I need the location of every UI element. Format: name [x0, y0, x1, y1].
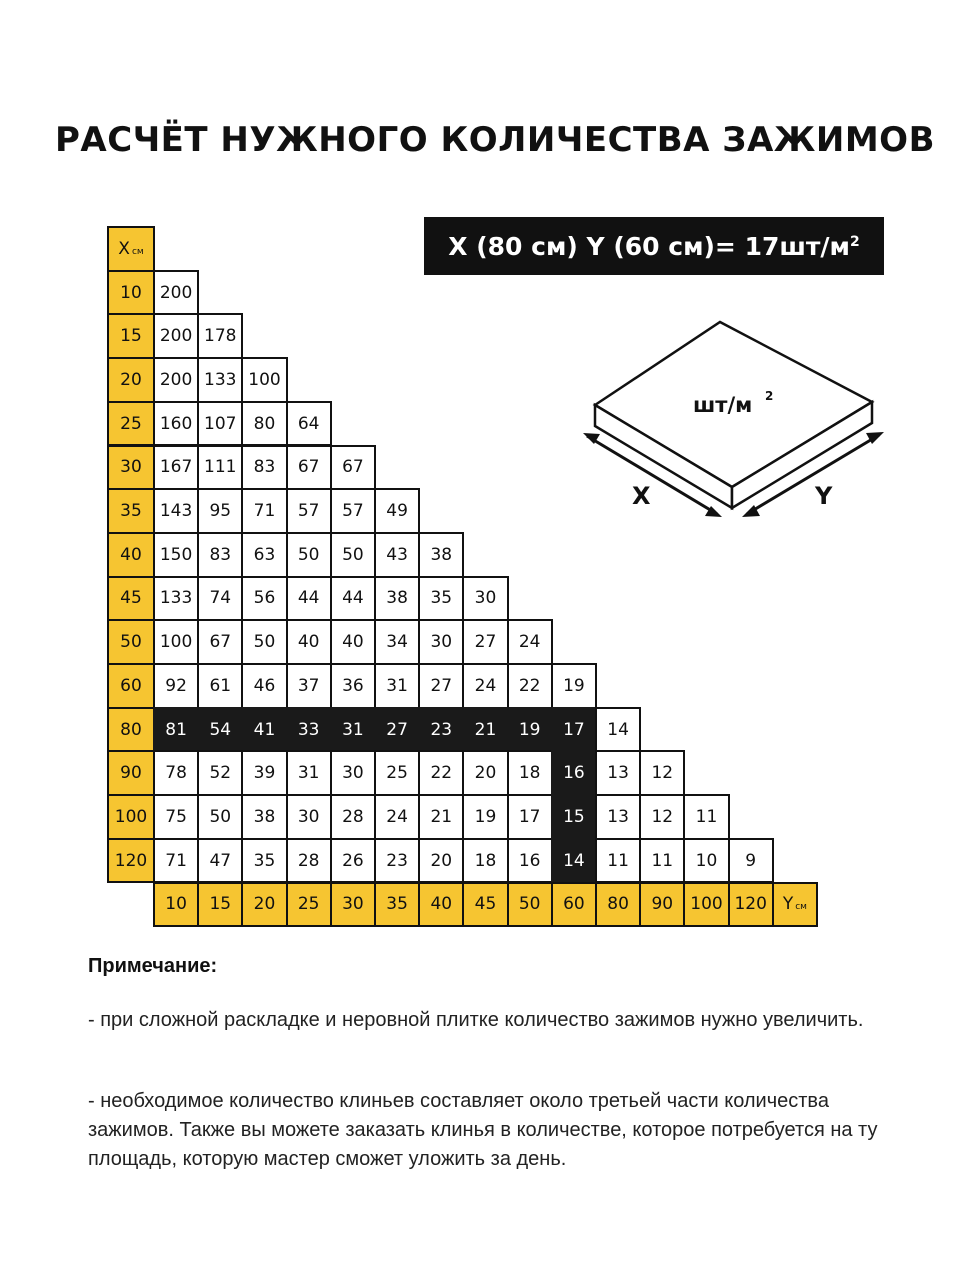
row-label: 45: [107, 576, 155, 622]
row-label: 20: [107, 357, 155, 403]
axis-x-label: X: [632, 482, 651, 510]
x-axis-header: [107, 226, 155, 272]
highlight-cell: 14: [551, 838, 597, 884]
row-label: 25: [107, 401, 155, 447]
highlight-cell: 21: [462, 707, 508, 753]
value-cell: 22: [418, 750, 464, 796]
highlight-cell: 81: [153, 707, 199, 753]
row-label: 100: [107, 794, 155, 840]
value-cell: 37: [286, 663, 332, 709]
value-cell: 100: [241, 357, 287, 403]
value-cell: 80: [241, 401, 287, 447]
column-label: 90: [639, 882, 685, 928]
axis-y-label: Y: [815, 482, 833, 510]
value-cell: 27: [418, 663, 464, 709]
highlight-cell: 41: [241, 707, 287, 753]
y-header-unit: см: [795, 902, 807, 913]
row-label: 40: [107, 532, 155, 578]
value-cell: 56: [241, 576, 287, 622]
value-cell: 61: [197, 663, 243, 709]
value-cell: 18: [462, 838, 508, 884]
row-label: 50: [107, 619, 155, 665]
value-cell: 111: [197, 445, 243, 491]
value-cell: 22: [507, 663, 553, 709]
value-cell: 12: [639, 750, 685, 796]
value-cell: 63: [241, 532, 287, 578]
value-cell: 200: [153, 357, 199, 403]
value-cell: 83: [241, 445, 287, 491]
value-cell: 57: [330, 488, 376, 534]
value-cell: 39: [241, 750, 287, 796]
value-cell: 200: [153, 313, 199, 359]
column-label: 40: [418, 882, 464, 928]
y-axis-header: [772, 882, 818, 928]
column-label: 60: [551, 882, 597, 928]
value-cell: 38: [374, 576, 420, 622]
value-cell: 200: [153, 270, 199, 316]
value-cell: 25: [374, 750, 420, 796]
value-cell: 38: [418, 532, 464, 578]
value-cell: 24: [462, 663, 508, 709]
value-cell: 34: [374, 619, 420, 665]
row-label: 10: [107, 270, 155, 316]
value-cell: 52: [197, 750, 243, 796]
tile-label: шт/м: [693, 393, 753, 417]
value-cell: 30: [462, 576, 508, 622]
value-cell: 43: [374, 532, 420, 578]
row-label: 15: [107, 313, 155, 359]
formula-sup: 2: [849, 234, 860, 250]
highlight-cell: 16: [551, 750, 597, 796]
value-cell: 13: [595, 794, 641, 840]
y-header-label: Y: [782, 894, 794, 915]
page-title: РАСЧЁТ НУЖНОГО КОЛИЧЕСТВА ЗАЖИМОВ: [55, 120, 935, 160]
value-cell: 50: [197, 794, 243, 840]
value-cell: 20: [418, 838, 464, 884]
value-cell: 11: [595, 838, 641, 884]
value-cell: 64: [286, 401, 332, 447]
tile-illustration: [575, 310, 890, 525]
value-cell: 83: [197, 532, 243, 578]
column-label: 15: [197, 882, 243, 928]
row-label: 35: [107, 488, 155, 534]
value-cell: 9: [728, 838, 774, 884]
value-cell: 31: [286, 750, 332, 796]
value-cell: 57: [286, 488, 332, 534]
value-cell: 71: [153, 838, 199, 884]
value-cell: 12: [639, 794, 685, 840]
value-cell: 16: [507, 838, 553, 884]
value-cell: 50: [241, 619, 287, 665]
value-cell: 67: [330, 445, 376, 491]
value-cell: 20: [462, 750, 508, 796]
value-cell: 150: [153, 532, 199, 578]
x-header-label: X: [118, 238, 130, 259]
value-cell: 49: [374, 488, 420, 534]
value-cell: 28: [286, 838, 332, 884]
value-cell: 71: [241, 488, 287, 534]
value-cell: 95: [197, 488, 243, 534]
row-label: 80: [107, 707, 155, 753]
row-label: 90: [107, 750, 155, 796]
value-cell: 38: [241, 794, 287, 840]
value-cell: 27: [462, 619, 508, 665]
highlight-cell: 31: [330, 707, 376, 753]
value-cell: 160: [153, 401, 199, 447]
value-cell: 133: [153, 576, 199, 622]
highlight-cell: 15: [551, 794, 597, 840]
value-cell: 133: [197, 357, 243, 403]
notes-title: Примечание:: [88, 955, 218, 977]
row-label: 120: [107, 838, 155, 884]
value-cell: 40: [286, 619, 332, 665]
value-cell: 47: [197, 838, 243, 884]
value-cell: 10: [683, 838, 729, 884]
value-cell: 75: [153, 794, 199, 840]
row-label: 60: [107, 663, 155, 709]
value-cell: 24: [374, 794, 420, 840]
value-cell: 30: [330, 750, 376, 796]
value-cell: 21: [418, 794, 464, 840]
column-label: 20: [241, 882, 287, 928]
value-cell: 107: [197, 401, 243, 447]
value-cell: 30: [286, 794, 332, 840]
column-label: 10: [153, 882, 199, 928]
highlight-cell: 23: [418, 707, 464, 753]
value-cell: 14: [595, 707, 641, 753]
formula-text: X (80 см) Y (60 см)= 17шт/м: [448, 231, 850, 261]
tile-label-sup: 2: [765, 389, 774, 403]
value-cell: 50: [286, 532, 332, 578]
value-cell: 18: [507, 750, 553, 796]
value-cell: 100: [153, 619, 199, 665]
value-cell: 31: [374, 663, 420, 709]
value-cell: 143: [153, 488, 199, 534]
row-label: 30: [107, 445, 155, 491]
highlight-cell: 27: [374, 707, 420, 753]
highlight-cell: 17: [551, 707, 597, 753]
value-cell: 44: [286, 576, 332, 622]
highlight-cell: 19: [507, 707, 553, 753]
value-cell: 92: [153, 663, 199, 709]
value-cell: 19: [462, 794, 508, 840]
column-label: 25: [286, 882, 332, 928]
value-cell: 30: [418, 619, 464, 665]
x-header-unit: см: [131, 246, 144, 257]
value-cell: 36: [330, 663, 376, 709]
column-label: 35: [374, 882, 420, 928]
value-cell: 50: [330, 532, 376, 578]
value-cell: 67: [197, 619, 243, 665]
highlight-cell: 33: [286, 707, 332, 753]
column-label: 100: [683, 882, 729, 928]
value-cell: 28: [330, 794, 376, 840]
column-label: 50: [507, 882, 553, 928]
column-label: 80: [595, 882, 641, 928]
column-label: 30: [330, 882, 376, 928]
column-label: 45: [462, 882, 508, 928]
value-cell: 35: [418, 576, 464, 622]
value-cell: 46: [241, 663, 287, 709]
value-cell: 11: [683, 794, 729, 840]
column-label: 120: [728, 882, 774, 928]
value-cell: 78: [153, 750, 199, 796]
value-cell: 24: [507, 619, 553, 665]
value-cell: 19: [551, 663, 597, 709]
value-cell: 40: [330, 619, 376, 665]
value-cell: 67: [286, 445, 332, 491]
value-cell: 17: [507, 794, 553, 840]
value-cell: 74: [197, 576, 243, 622]
value-cell: 167: [153, 445, 199, 491]
value-cell: 26: [330, 838, 376, 884]
value-cell: 23: [374, 838, 420, 884]
note-item: - при сложной раскладке и неровной плитке количество зажимов нужно увеличить.: [88, 1009, 864, 1031]
note-item: - необходимое количество клиньев составляет около третьей части количества зажимов. Также вы можете заказать клинья в количестве, которое потребуется на ту площадь, которую мастер сможет уложить за день.: [88, 1090, 878, 1170]
value-cell: 11: [639, 838, 685, 884]
value-cell: 35: [241, 838, 287, 884]
value-cell: 13: [595, 750, 641, 796]
value-cell: 44: [330, 576, 376, 622]
value-cell: 178: [197, 313, 243, 359]
highlight-cell: 54: [197, 707, 243, 753]
